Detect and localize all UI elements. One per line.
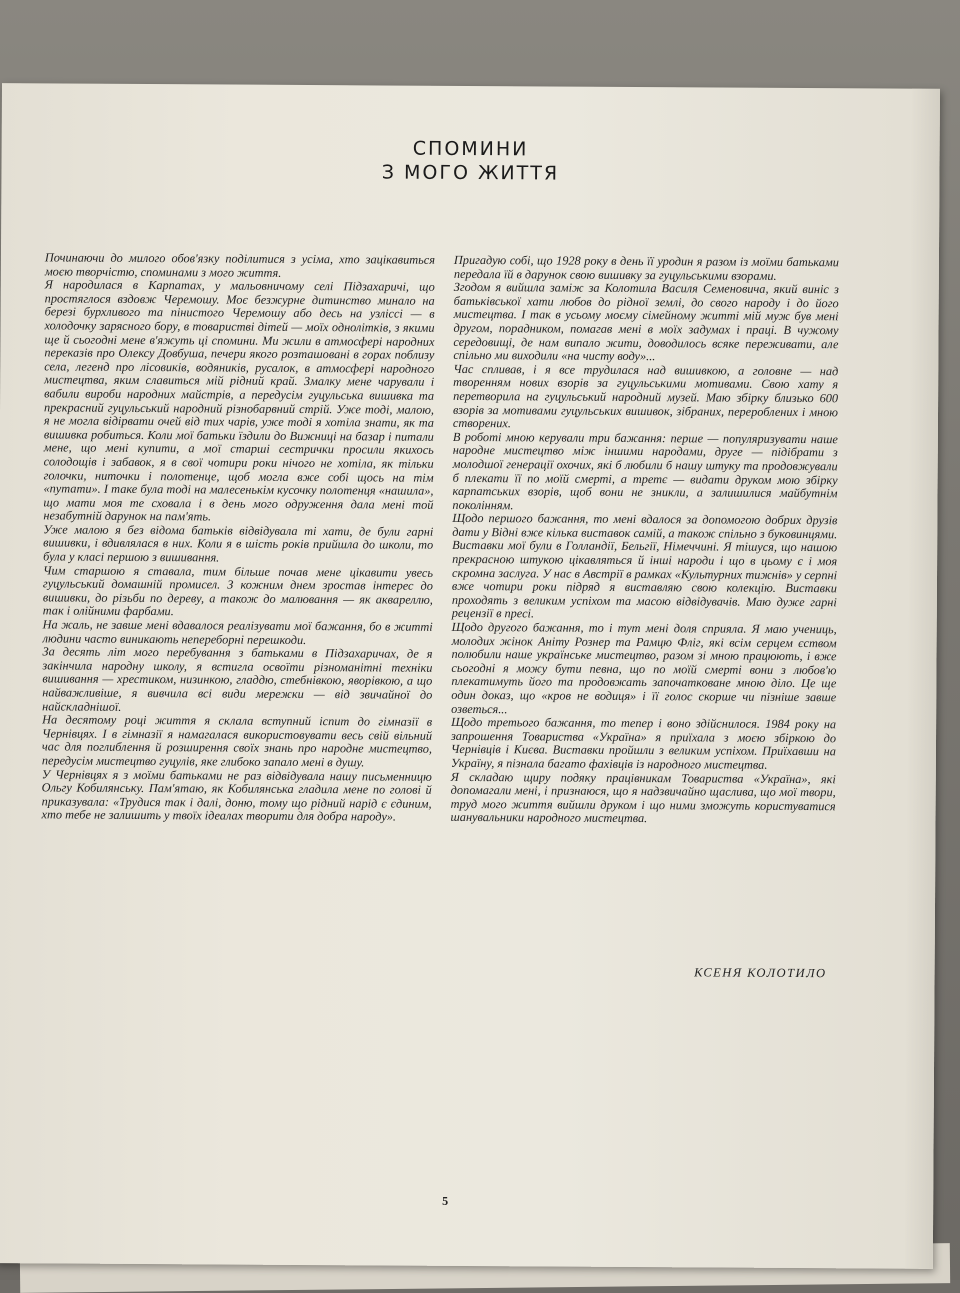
paragraph: У Чернівцях я з моїми батьками не раз відвідувала нашу письменницю Ольгу Кобилянську. Пам'ятаю, як Кобилянська гладила мене по голові й приказувала: «Трудися так і далі, доню, тому що рідний нарід є єдиним, хто тебе не залишить у твоїх ідеалах творити для добра народу». — [41, 766, 432, 824]
page-title-line-1: СПОМИНИ — [412, 137, 529, 161]
book-page — [0, 83, 940, 1269]
paragraph: Я складаю щиру подяку працівникам Товариства «Україна», які допомагали мені, і признаюся, що я надзвичайно щаслива, що мої твори, труд мого життя вийшли друком і що ними зможуть користуватися шанувальники народного мистецтва. — [450, 769, 836, 826]
author-signature: КСЕНЯ КОЛОТИЛО — [694, 965, 827, 981]
paragraph: На десятому році життя я склала вступний іспит до гімназії в Чернівцях. І в гімназії я намагалася використовувати весь свій вільний час для поглиблення й розширення своїх знань про народне мистецтво, передусім мистецтво гуцулів, яке глибоко запало мені в душу. — [41, 712, 433, 770]
text-column-right — [450, 254, 838, 827]
paragraph: Пригадую собі, що 1928 року в день її уродин я разом із моїми батьками передала їй в дарунок свою вишивку за гуцульськими взорами. — [453, 252, 839, 283]
paragraph: Починаючи до милого обов'язку поділитися з усіма, хто зацікавиться моєю творчістю, споминами з мого життя. — [44, 250, 435, 280]
paragraph: Час спливав, і я все трудилася над вишивкою, а головне — над творенням нових взорів за гуцульськими мотивами. Свою хату я перетворила на гуцульський народний музей. Маю збірку близько 600 взорів за мотивами гуцульських вишивок, зібраних, перероблених і мною створених. — [452, 361, 839, 431]
paragraph: За десять літ мого перебування з батьками в Підзахаричах, де я закінчила народну школу, я встигла освоїти різноманітні техніки вишивання — хрестиком, низинкою, гладдю, стебнівкою, яворівкою, а що найважливіше, я вивчила всі види мережки — від звичайної до найскладнішої. — [42, 644, 433, 714]
paragraph: Я народилася в Карпатах, у мальовничому селі Підзахаричі, що простяглося вздовж Черемошу. Моє безжурне дитинство минало на березі бурхливого та пінистого Черемошу або десь на узліссі — в холодочку зарясного бору, в товаристві дітей — моїх однолітків, з якими ще й сьогодні мене в'яжуть ці спомини. Ми жили в атмосфері народних переказів про Олексу Довбуша, печери якого розташовані в горах поблизу села, легенд про лісовиків, водяників, русалок, в атмосфері народного мистецтва, яким славиться мій рідний край. Змалку мене чарували і вабили вироби народних майстрів, а передусім гуцульська вишивка та прекрасний гуцульський народний різнобарвний стрій. Уже тоді, малою, я не могла відірвати очей від тих чарів, уже тоді я хотіла знати, як та вишивка робиться. Коли мої батьки їздили до Вижниці на базар і питали мене, що мені купити, а мої старші сестрички просили якихось солодощів і забавок, я в свої чотири роки нічого не хотіла, як тільки голочки, ниточки і полотенце, щоб могла вже собі щось на тім «путати». І таке була тоді на малесенькім кусочку полотенця «нашила», що мати моя те сховала і в день мого одруження дала мені той незабутній дарунок на пам'ять. — [43, 277, 435, 524]
page-number: 5 — [442, 1193, 449, 1208]
text-column-left — [41, 251, 434, 824]
paragraph: Щодо другого бажання, то і тут мені доля сприяла. Я маю учениць, молодих жінок Аніту Рознер та Рамцю Фліг, які всім серцем єством полюбили наше українське мистецтво, разом зі мною працюють, і вже сьогодні я можу бути певна, що по моїй смерті вони з любов'ю плекатимуть його та продовжать започатковане мною діло. Це ще один доказ, що «кров не водиця» і її голос скорше чи пізніше завше озветься... — [451, 619, 837, 716]
paragraph: Щодо першого бажання, то мені вдалося за допомогою добрих друзів дати у Відні вже кілька виставок самій, а також спільно з буковинцями. Виставки мої були в Голландії, Бельгії, Німеччині. Я тішуся, що нашою прекрасною штукою цікавляться й інші народи і що в цьому є і моя скромна заслуга. У нас в Австрії в рамках «Культурних тижнів» у серпні вже чотири роки підряд я виставляю свою колекцію. Виставки проходять з великим успіхом та масою відвідувачів. Маю дуже гарні рецензії в пресі. — [451, 511, 838, 621]
paragraph: Щодо третього бажання, то тепер і воно здійснилося. 1984 року на запрошення Товариства «Україна» я приїхала з моєю збіркою до Чернівців і Києва. Виставки пройшли з великим успіхом. Приїхавши на Україну, я пізнала багато фахівців із народного мистецтва. — [450, 715, 837, 772]
page-title-line-2: З МОГО ЖИТТЯ — [381, 161, 560, 185]
paragraph: Згодом я вийшла заміж за Колотила Василя Семеновича, який виніс з батьківської хати любов до рідної землі, до свого народу і до його мистецтва. І так в усьому моєму сімейному житті мій муж був мені другом, порадником, помагав мені в моїх задумах і праці. В чужому середовищі, де нам випало жити, доводилось всяке переживати, але спільно ми виходили «на чисту воду»... — [453, 280, 839, 364]
paragraph: На жаль, не завше мені вдавалося реалізувати мої бажання, бо в житті людини часто виникають непереборні перешкоди. — [42, 617, 433, 647]
paragraph: В роботі мною керували три бажання: перше — популяризувати наше народне мистецтво між іншими народами, друге — підібрати з молодшої генерації охочих, які б любили б нашу штуку та продовжували б плекати її по моїй смерті, а третє — видати друком мою збірку карпатських взорів, щоб вони не зникли, а залишилися майбутнім поколінням. — [452, 429, 838, 512]
paragraph: Уже малою я без відома батьків відвідувала ті хати, де були гарні вишивки, і вдивлялася в них. Коли я в шість років прийшла до школи, то була у класі першою з вишивання. — [43, 522, 434, 565]
paragraph: Чим старшою я ставала, тим більше почав мене цікавити увесь гуцульський домашній промисел. З кожним днем зростав інтерес до вишивки, до різьби по дереву, а також до малювання — як аквареллю, так і олійними фарбами. — [42, 563, 434, 619]
